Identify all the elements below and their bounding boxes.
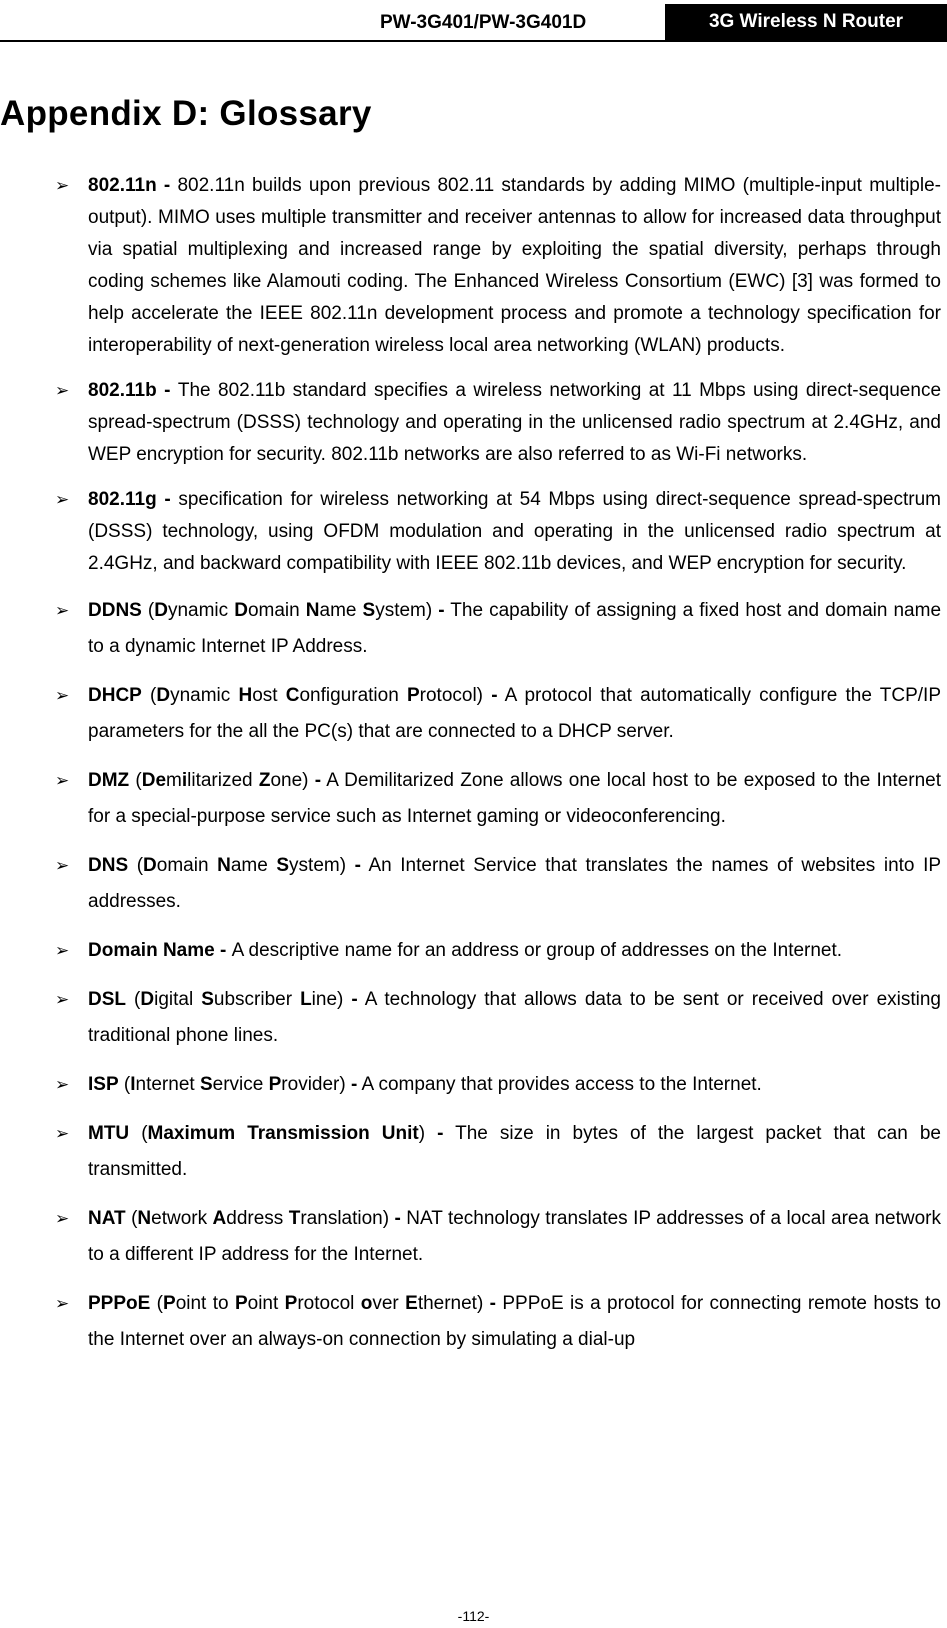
- glossary-item: [0, 1067, 947, 1103]
- definition-text: ynamic: [170, 685, 239, 706]
- definition-text: (: [150, 1293, 164, 1314]
- glossary-item: [0, 678, 947, 750]
- glossary-item: [0, 1286, 947, 1358]
- definition-text: etwork: [151, 1208, 213, 1229]
- definition-text: ranslation): [300, 1208, 395, 1229]
- bullet-arrow-icon: ➢: [55, 1294, 70, 1313]
- definition-text: ver: [372, 1293, 406, 1314]
- term-text: -: [394, 1208, 401, 1229]
- term-text: D: [154, 600, 168, 621]
- term-text: DDNS: [88, 600, 142, 621]
- definition-text: An Internet Service that translates the names of websites into IP addresses.: [88, 855, 942, 912]
- term-text: o: [360, 1293, 373, 1314]
- page-title: Appendix D: Glossary: [0, 94, 372, 133]
- term-text: A: [212, 1208, 227, 1229]
- definition-text: (: [141, 600, 155, 621]
- glossary-item: [0, 1116, 947, 1188]
- definition-text: ): [418, 1123, 438, 1144]
- definition-text: (: [128, 855, 144, 876]
- model-name: PW-3G401/PW-3G401D: [380, 12, 587, 33]
- definition-text: rovider): [281, 1074, 351, 1095]
- definition-text: ystem): [375, 600, 439, 621]
- definition-text: nternet: [135, 1074, 200, 1095]
- term-text: ISP: [88, 1074, 119, 1095]
- glossary-definition: [88, 593, 941, 665]
- definition-text: oint: [247, 1293, 285, 1314]
- bullet-arrow-icon: ➢: [55, 490, 70, 509]
- definition-text: rotocol: [297, 1293, 361, 1314]
- term-text: P: [163, 1293, 176, 1314]
- bullet-arrow-icon: ➢: [55, 990, 70, 1009]
- glossary-item: [0, 763, 947, 835]
- term-text: DNS: [88, 855, 129, 876]
- definition-text: m: [166, 770, 182, 791]
- glossary-item: [0, 848, 947, 920]
- definition-text: ame: [319, 600, 363, 621]
- term-text: P: [406, 685, 420, 706]
- definition-text: (: [129, 770, 142, 791]
- glossary-definition: [88, 1067, 941, 1103]
- glossary-definition: [88, 170, 941, 362]
- glossary-definition: [88, 982, 941, 1054]
- term-text: -: [489, 1293, 496, 1314]
- definition-text: ervice: [212, 1074, 269, 1095]
- term-text: D: [140, 989, 155, 1010]
- term-text: 802.11g -: [88, 489, 179, 510]
- definition-text: The size in bytes of the largest packet that can be transmitted.: [88, 1123, 941, 1180]
- term-text: PPPoE: [88, 1293, 151, 1314]
- term-text: P: [234, 1293, 248, 1314]
- glossary-item: [0, 933, 947, 969]
- term-text: N: [217, 855, 231, 876]
- term-text: C: [285, 685, 300, 706]
- definition-text: ame: [230, 855, 277, 876]
- definition-text: PPPoE is a protocol for connecting remote hosts to the Internet over an always-on connection by simulating a dial-up: [88, 1293, 941, 1350]
- glossary-definition: [88, 1116, 941, 1188]
- term-text: 802.11b -: [88, 380, 178, 401]
- definition-text: igital: [154, 989, 202, 1010]
- definition-text: A protocol that automatically configure the TCP/IP parameters for the all the PC(s) that are connected to a DHCP server.: [88, 685, 941, 742]
- definition-text: A company that provides access to the Internet.: [357, 1074, 762, 1095]
- term-text: T: [288, 1208, 301, 1229]
- term-text: S: [362, 600, 376, 621]
- definition-text: thernet): [417, 1293, 490, 1314]
- definition-text: ubscriber: [213, 989, 301, 1010]
- term-text: -: [491, 685, 498, 706]
- definition-text: oint to: [175, 1293, 235, 1314]
- term-text: Domain Name -: [88, 940, 232, 961]
- term-text: N: [305, 600, 320, 621]
- term-text: Z: [258, 770, 271, 791]
- bullet-arrow-icon: ➢: [55, 941, 70, 960]
- bullet-arrow-icon: ➢: [55, 1209, 70, 1228]
- definition-text: 802.11n builds upon previous 802.11 standards by adding MIMO (multiple-input multiple-output). MIMO uses multiple transmitter and receiver antennas to allow for increased data throughput via spatial multiplexing and increased range by exploiting the spatial diversity, perhaps through coding schemes like Alamouti coding. The Enhanced Wireless Consortium (EWC) [3] was formed to help accelerate the IEEE 802.11n development process and promote a technology specification for interoperability of next-generation wireless local area networking (WLAN) products.: [88, 175, 941, 356]
- term-text: DHCP: [88, 685, 142, 706]
- glossary-definition: [88, 848, 941, 920]
- glossary-item: [0, 982, 947, 1054]
- definition-text: ine): [311, 989, 352, 1010]
- term-text: I: [130, 1074, 136, 1095]
- product-name-tab: 3G Wireless N Router: [665, 4, 947, 40]
- term-text: -: [437, 1123, 444, 1144]
- term-text: MTU: [88, 1123, 130, 1144]
- definition-text: omain: [247, 600, 306, 621]
- definition-text: ost: [252, 685, 286, 706]
- definition-text: (: [125, 1208, 138, 1229]
- term-text: L: [300, 989, 312, 1010]
- bullet-arrow-icon: ➢: [55, 1124, 70, 1143]
- term-text: 802.11n -: [88, 175, 178, 196]
- definition-text: (: [141, 685, 157, 706]
- definition-text: The capability of assigning a fixed host and domain name to a dynamic Internet IP Address.: [88, 600, 942, 657]
- term-text: S: [276, 855, 290, 876]
- definition-text: one): [270, 770, 315, 791]
- term-text: D: [143, 855, 157, 876]
- glossary-item: [0, 375, 947, 471]
- glossary-definition: [88, 1286, 941, 1358]
- term-text: i: [181, 770, 188, 791]
- bullet-arrow-icon: ➢: [55, 1075, 70, 1094]
- term-text: NAT: [88, 1208, 126, 1229]
- glossary-definition: [88, 1201, 941, 1273]
- term-text: P: [268, 1074, 282, 1095]
- term-text: N: [137, 1208, 152, 1229]
- definition-text: rotocol): [419, 685, 492, 706]
- term-text: DMZ: [88, 770, 130, 791]
- page-number: -112-: [457, 1608, 490, 1624]
- glossary-item: [0, 170, 947, 362]
- definition-text: A technology that allows data to be sent or received over existing traditional phone lines.: [88, 989, 941, 1046]
- definition-text: A descriptive name for an address or group of addresses on the Internet.: [231, 940, 843, 961]
- bullet-arrow-icon: ➢: [55, 601, 70, 620]
- bullet-arrow-icon: ➢: [55, 176, 70, 195]
- term-text: -: [354, 855, 361, 876]
- bullet-arrow-icon: ➢: [55, 381, 70, 400]
- term-text: -: [438, 600, 445, 621]
- term-text: D: [156, 685, 171, 706]
- definition-text: (: [129, 1123, 148, 1144]
- term-text: DSL: [88, 989, 126, 1010]
- definition-text: ynamic: [167, 600, 235, 621]
- bullet-arrow-icon: ➢: [55, 856, 70, 875]
- definition-text: NAT technology translates IP addresses of a local area network to a different IP address for the Internet.: [88, 1208, 942, 1265]
- glossary-definition: [88, 484, 941, 580]
- glossary-definition: [88, 763, 941, 835]
- term-text: -: [314, 770, 322, 791]
- term-text: -: [351, 989, 358, 1010]
- term-text: De: [141, 770, 167, 791]
- bullet-arrow-icon: ➢: [55, 771, 70, 790]
- definition-text: omain: [156, 855, 218, 876]
- definition-text: (: [118, 1074, 131, 1095]
- definition-text: ystem): [289, 855, 355, 876]
- term-text: P: [284, 1293, 298, 1314]
- glossary-item: [0, 593, 947, 665]
- term-text: E: [405, 1293, 418, 1314]
- definition-text: litarized: [187, 770, 259, 791]
- definition-text: (: [126, 989, 141, 1010]
- term-text: Maximum Transmission Unit: [147, 1123, 419, 1144]
- definition-text: ddress: [226, 1208, 289, 1229]
- glossary-definition: [88, 933, 941, 969]
- glossary-definition: [88, 678, 941, 750]
- glossary-item: [0, 484, 947, 580]
- term-text: S: [199, 1074, 213, 1095]
- definition-text: specification for wireless networking at 54 Mbps using direct-sequence spread-spectrum (DSSS) technology, using OFDM modulation and operating in the unlicensed radio spectrum at 2.4GHz, and backward compatibility with IEEE 802.11b devices, and WEP encryption for security.: [88, 489, 942, 574]
- page-header: [0, 0, 947, 42]
- term-text: S: [201, 989, 214, 1010]
- definition-text: A Demilitarized Zone allows one local host to be exposed to the Internet for a special-purpose service such as Internet gaming or videoconferencing.: [88, 770, 941, 827]
- term-text: -: [350, 1074, 358, 1095]
- term-text: D: [234, 600, 248, 621]
- glossary-item: [0, 1201, 947, 1273]
- definition-text: onfiguration: [299, 685, 407, 706]
- bullet-arrow-icon: ➢: [55, 686, 70, 705]
- glossary-definition: [88, 375, 941, 471]
- term-text: H: [238, 685, 253, 706]
- glossary-list: [0, 170, 947, 1371]
- definition-text: The 802.11b standard specifies a wireless networking at 11 Mbps using direct-sequence spread-spectrum (DSSS) technology and operating in the unlicensed radio spectrum at 2.4GHz, and WEP encryption for security. 802.11b networks are also referred to as Wi-Fi networks.: [88, 380, 942, 465]
